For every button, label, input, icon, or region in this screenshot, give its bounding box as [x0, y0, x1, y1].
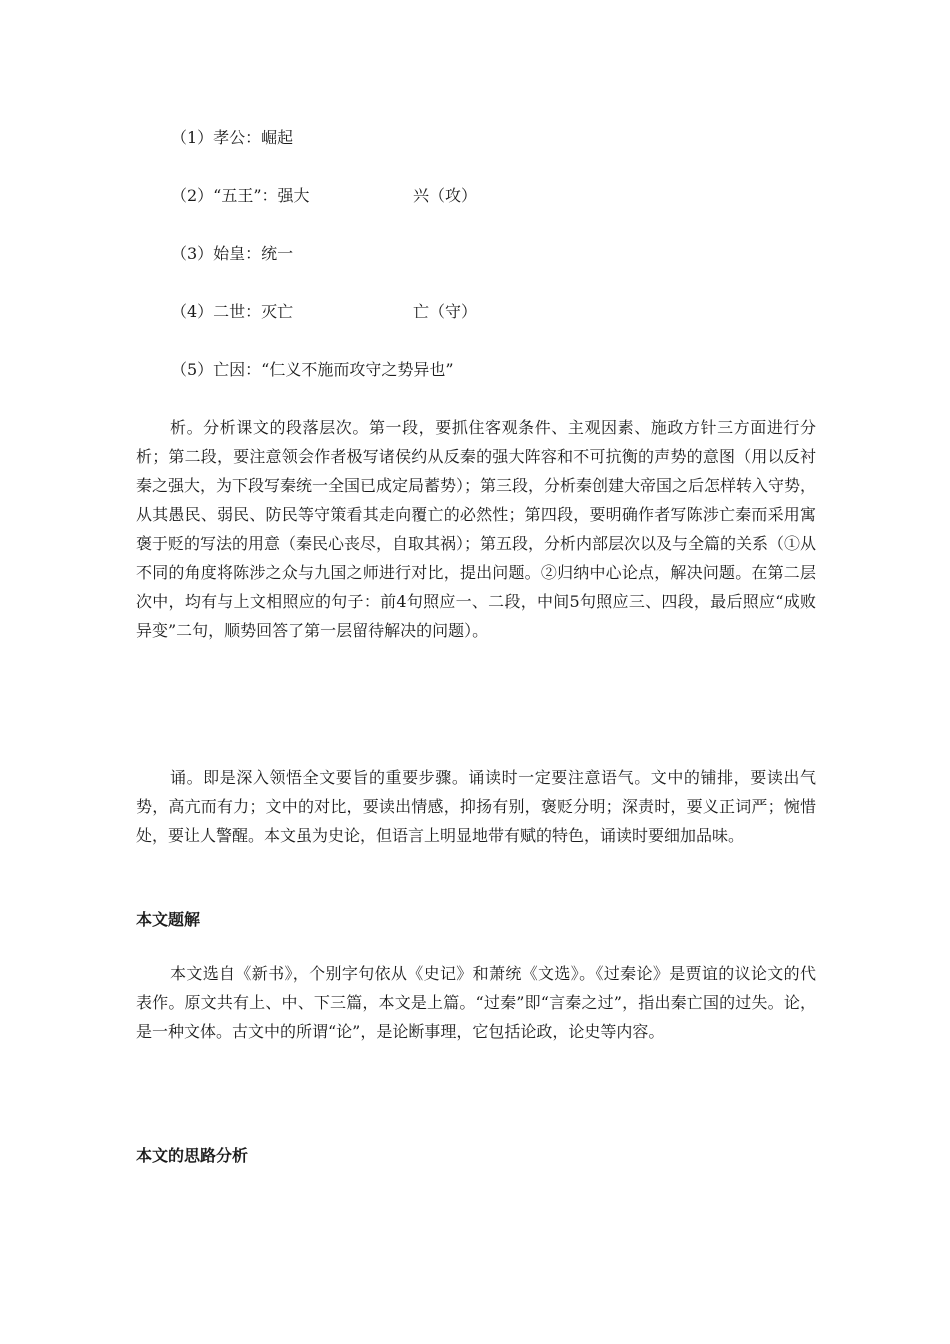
outline-item-4-note: 亡（守）	[413, 302, 478, 321]
recite-paragraph: 诵。即是深入领悟全文要旨的重要步骤。诵读时一定要注意语气。文中的铺排，要读出气势，高亢而有力；文中的对比，要读出情感，抑扬有别，褒贬分明；深责时，要义正词严；惋惜处，要让人警醒。本文虽为史论，但语言上明显地带有赋的特色，诵读时要细加品味。	[136, 768, 816, 845]
outline-item-2-note: 兴（攻）	[413, 186, 478, 205]
intro-heading: 本文题解	[136, 910, 201, 929]
outline-item-1: （1）孝公：崛起	[171, 128, 294, 147]
thinking-heading: 本文的思路分析	[136, 1146, 249, 1165]
analysis-paragraph: 析。分析课文的段落层次。第一段，要抓住客观条件、主观因素、施政方针三方面进行分析；第二段，要注意领会作者极写诸侯约从反秦的强大阵容和不可抗衡的声势的意图（用以反衬秦之强大，为下段写秦统一全国已成定局蓄势）；第三段，分析秦创建大帝国之后怎样转入守势，从其愚民、弱民、防民等守策看其走向覆亡的必然性；第四段，要明确作者写陈涉亡秦而采用寓褒于贬的写法的用意（秦民心丧尽，自取其祸）；第五段，分析内部层次以及与全篇的关系（①从不同的角度将陈涉之众与九国之师进行对比，提出问题。②归纳中心论点，解决问题。在第二层次中，均有与上文相照应的句子：前4句照应一、二段，中间5句照应三、四段，最后照应“成败异变”二句，顺势回答了第一层留待解决的问题）。	[136, 418, 817, 640]
intro-paragraph: 本文选自《新书》，个别字句依从《史记》和萧统《文选》。《过秦论》是贾谊的议论文的代表作。原文共有上、中、下三篇，本文是上篇。“过秦”即“言秦之过”，指出秦亡国的过失。论，是一种文体。古文中的所谓“论”，是论断事理，它包括论政，论史等内容。	[136, 964, 816, 1041]
outline-item-2: （2）“五王”：强大	[171, 186, 310, 205]
outline-item-5: （5）亡因：“仁义不施而攻守之势异也”	[171, 360, 454, 379]
outline-item-3: （3）始皇：统一	[171, 244, 294, 263]
outline-item-4: （4）二世：灭亡	[171, 302, 294, 321]
